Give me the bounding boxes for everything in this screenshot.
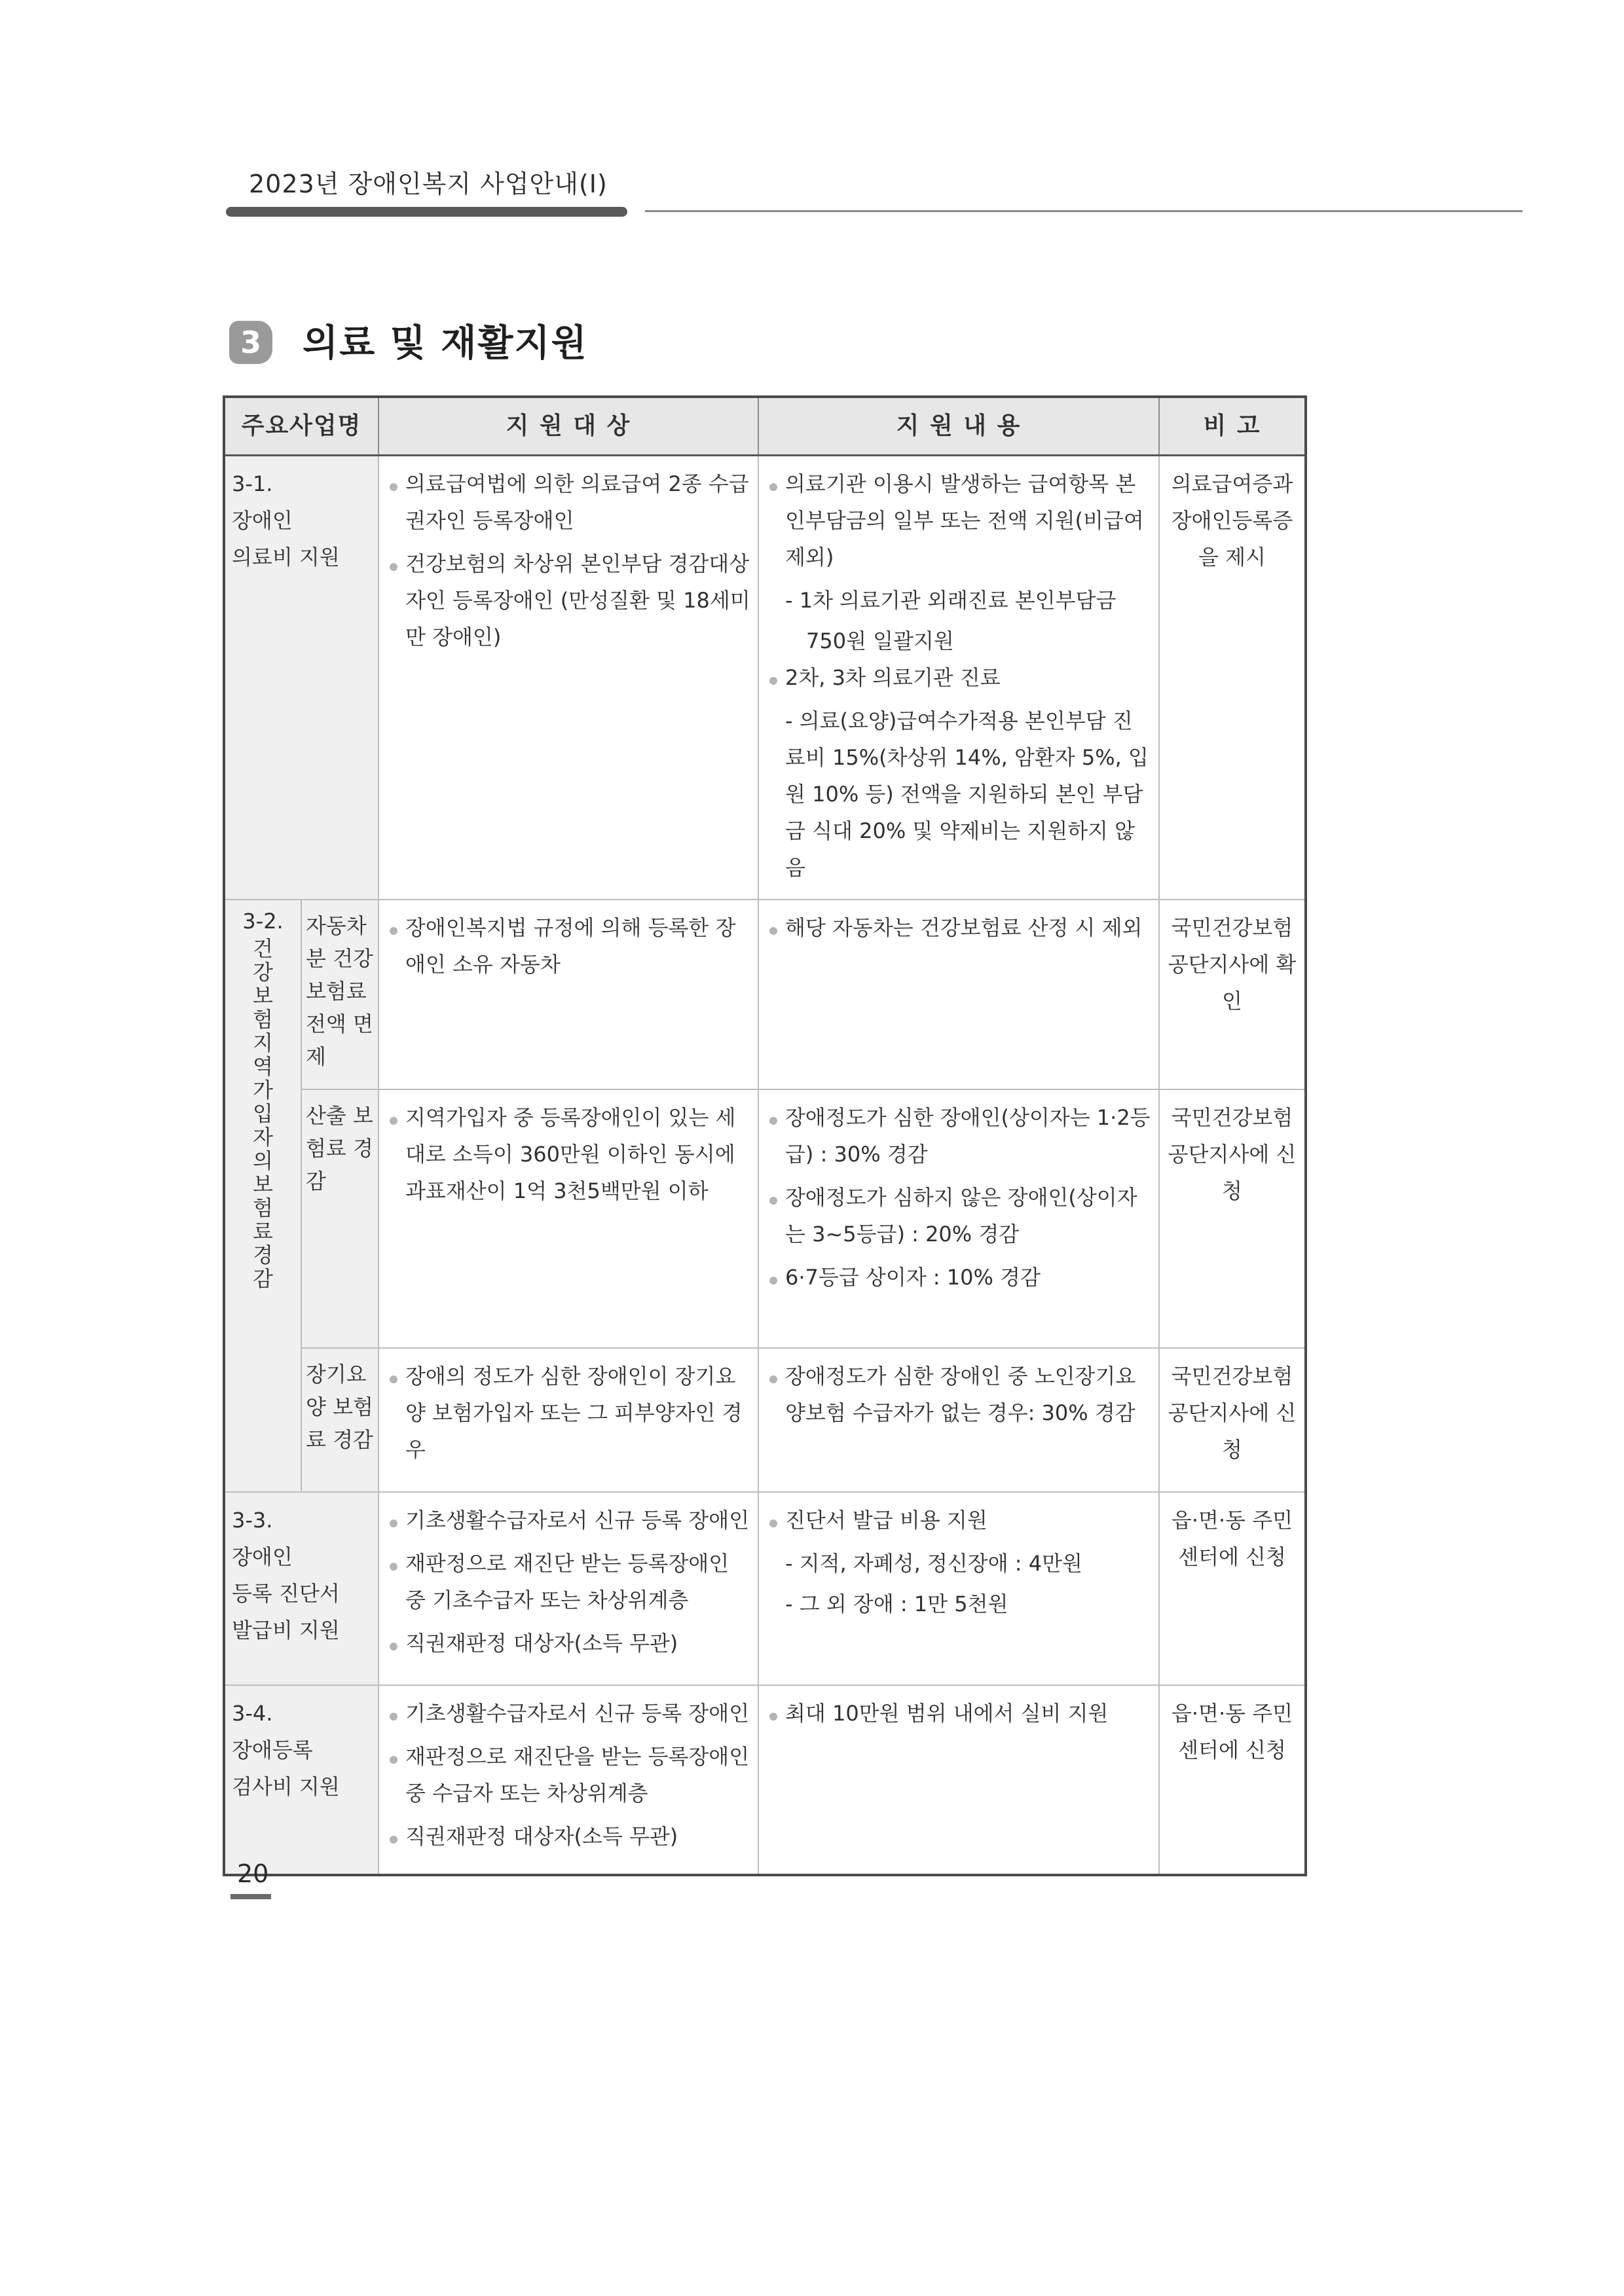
table-row — [224, 1089, 1306, 1348]
list-item: 6·7등급 상이자 : 10% 경감 — [766, 1259, 1152, 1296]
target-cell — [378, 456, 758, 900]
list-item: 기초생활수급자로서 신규 등록 장애인 — [386, 1502, 751, 1539]
content-cell — [758, 1089, 1159, 1348]
content-cell: 의료기관 이용시 발생하는 급여항목 본인부담금의 일부 또는 전액 지원(비급여 제외) - 1차 의료기관 외래진료 본인부담금 750원 일괄지원 2차, 3차 의료기관 진료 - 의료(요양)급여수가적용 본인부담 진료비 15%(차상위 14%, 암환자 5%, 입원 10% 등) 전액을 지원하되 본인 부담금 식대 20% 및 약제비는 지원하지 않음 — [758, 456, 1159, 900]
list-item: 장애정도가 심하지 않은 장애인(상이자는 3~5등급) : 20% 경감 — [766, 1179, 1152, 1252]
business-name-cell: 3-4. 장애등록 검사비 지원 — [224, 1685, 378, 1875]
target-cell — [378, 900, 758, 1089]
table-row — [224, 900, 1306, 1089]
page-number-bar — [231, 1894, 271, 1899]
content-cell — [758, 1685, 1159, 1875]
table-header-row — [224, 397, 1306, 456]
group-cell-health-insurance: 3-2. 건강보험 지역 가입자의 보험료 경감 — [224, 900, 301, 1492]
note-cell: 국민건강보험 공단지사에 신청 — [1159, 1089, 1306, 1348]
content-cell: 진단서 발급 비용 지원 - 지적, 자폐성, 정신장애 : 4만원 - 그 외 장애 : 1만 5천원 — [758, 1492, 1159, 1685]
list-item: 2차, 3차 의료기관 진료 — [766, 659, 1152, 696]
running-header-title: 2023년 장애인복지 사업안내(Ⅰ) — [249, 170, 608, 198]
target-cell — [378, 1348, 758, 1492]
sub-business-name-cell: 자동차분 건강 보험료 전액 면제 — [301, 900, 378, 1089]
content-cell — [758, 1348, 1159, 1492]
list-item: 직권재판정 대상자(소득 무관) — [386, 1625, 751, 1662]
header-business-name: 주요사업명 — [224, 397, 378, 456]
page-number: 20 — [237, 1859, 269, 1888]
list-item: 장애정도가 심한 장애인 중 노인장기요양보험 수급자가 없는 경우: 30% 경감 — [766, 1358, 1152, 1431]
list-item: 지역가입자 중 등록장애인이 있는 세대로 소득이 360만원 이하인 동시에 과표재산이 1억 3천5백만원 이하 — [386, 1099, 751, 1209]
support-programs-table — [223, 395, 1307, 1876]
business-name-cell: 3-3. 장애인 등록 진단서 발급비 지원 — [224, 1492, 378, 1685]
business-name-cell: 3-1. 장애인 의료비 지원 — [224, 456, 378, 900]
sub-business-name-cell: 산출 보험료 경감 — [301, 1089, 378, 1348]
list-item: 재판정으로 재진단을 받는 등록장애인 중 수급자 또는 차상위계층 — [386, 1738, 751, 1812]
table-row — [224, 456, 1306, 900]
list-item: 의료기관 이용시 발생하는 급여항목 본인부담금의 일부 또는 전액 지원(비급여 제외) — [766, 465, 1152, 575]
section-title: 의료 및 재활지원 — [303, 322, 588, 365]
table-row — [224, 1685, 1306, 1875]
header-content: 지 원 내 용 — [758, 397, 1159, 456]
section-number-badge: 3 — [229, 321, 272, 364]
note-cell: 의료급여증과 장애인등록증을 제시 — [1159, 456, 1306, 900]
note-cell: 읍·면·동 주민센터에 신청 — [1159, 1492, 1306, 1685]
header-target: 지 원 대 상 — [378, 397, 758, 456]
sub-business-name-cell: 장기요양 보험료 경감 — [301, 1348, 378, 1492]
list-item: 재판정으로 재진단 받는 등록장애인 중 기초수급자 또는 차상위계층 — [386, 1545, 751, 1618]
note-cell: 읍·면·동 주민센터에 신청 — [1159, 1685, 1306, 1875]
list-item: 건강보험의 차상위 본인부담 경감대상자인 등록장애인 (만성질환 및 18세미만 장애인) — [386, 545, 751, 655]
header-rule — [645, 210, 1522, 212]
content-cell — [758, 900, 1159, 1089]
list-item: 의료급여법에 의한 의료급여 2종 수급권자인 등록장애인 — [386, 465, 751, 539]
target-cell — [378, 1089, 758, 1348]
list-item: 기초생활수급자로서 신규 등록 장애인 — [386, 1695, 751, 1732]
list-item: 최대 10만원 범위 내에서 실비 지원 — [766, 1695, 1152, 1732]
target-cell — [378, 1492, 758, 1685]
list-item: 장애정도가 심한 장애인(상이자는 1·2등급) : 30% 경감 — [766, 1099, 1152, 1173]
list-item: 해당 자동차는 건강보험료 산정 시 제외 — [766, 909, 1152, 946]
target-cell — [378, 1685, 758, 1875]
header-bar — [226, 207, 627, 217]
list-item: 진단서 발급 비용 지원 — [766, 1502, 1152, 1539]
table-row — [224, 1348, 1306, 1492]
list-item: 직권재판정 대상자(소득 무관) — [386, 1818, 751, 1855]
table-row — [224, 1492, 1306, 1685]
list-item: 장애인복지법 규정에 의해 등록한 장애인 소유 자동차 — [386, 909, 751, 983]
header-note: 비 고 — [1159, 397, 1306, 456]
note-cell: 국민건강보험 공단지사에 확인 — [1159, 900, 1306, 1089]
note-cell: 국민건강보험 공단지사에 신청 — [1159, 1348, 1306, 1492]
list-item: 장애의 정도가 심한 장애인이 장기요양 보험가입자 또는 그 피부양자인 경우 — [386, 1358, 751, 1468]
